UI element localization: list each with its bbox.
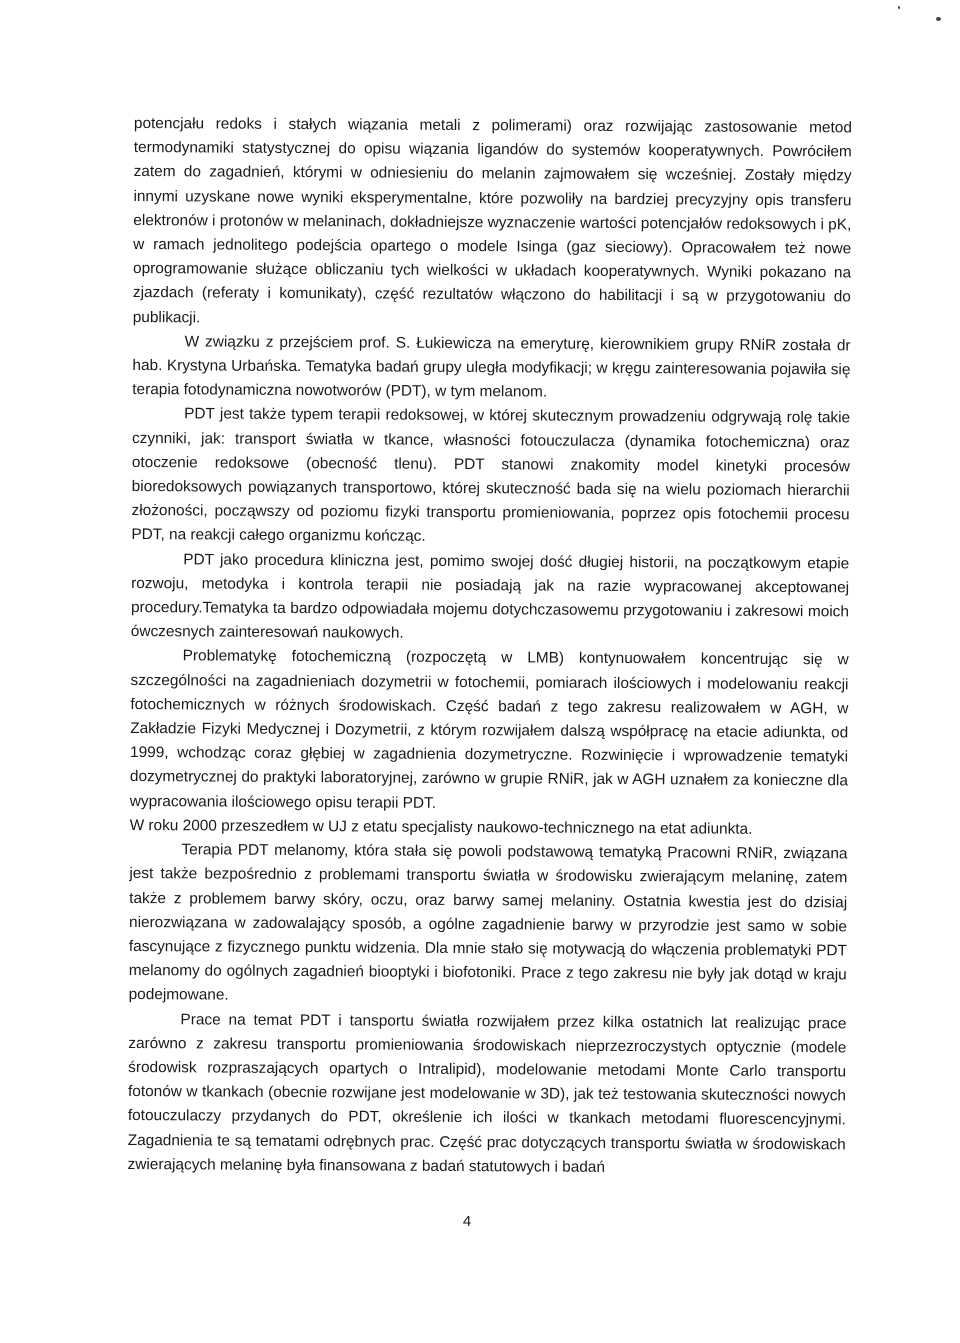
paragraph: PDT jako procedura kliniczna jest, pomimo swojej dość długiej historii, na początkowym etapie rozwoju, metodyka i kontrola terapii nie posiadają jak na razie wypracowanej akceptowanej procedury.Tematyka ta bardzo odpowiadała mojemu dotychczasowemu przygotowaniu i zakresowi moich ówczesnych zainteresowań naukowych.	[130, 550, 850, 642]
scan-speck	[936, 17, 941, 21]
body-text	[127, 112, 851, 1181]
paragraph: Prace na temat PDT i tansportu światła rozwijałem przez kilka ostatnich lat realizując prace zarówno z zakresu transportu promieniowania środowiskach nieprzezroczystych optycznie (modele środowisk rozpraszających opartych o Intralipid), modelowanie metodami Monte Carlo transportu fotonów w tkankach (obecnie rozwijane jest modelowanie w 3D), jak też testowania skuteczności nowych fotouczulaczy przydanych do PDT, określenie ich ilości w tkankach metodami fluorescencyjnymi. Zagadnienia te są tematami odrębnych prac. Część prac dotyczących transportu światła w środowiskach zwierających melaninę była finansowana z badań statutowych i badań	[127, 1010, 847, 1176]
paragraph: Problematykę fotochemiczną (rozpoczętą w LMB) kontynuowałem koncentrując się w szczególności na zagadnieniach dozymetrii w fotochemii, pomiarach ilościowych i modelowaniu reakcji fotochemicznych w różnych środowiskach. Część badań z tego zakresu realizowałem w AGH, w Zakładzie Fizyki Medycznej i Dozymetrii, z którym rozwijałem dalszą współpracę na etacie adiunkta, od 1999, wchodząc coraz głębiej w zagadnienia dozymetryczne. Rozwinięcie i wprowadzenie tematyki dozymetrycznej do praktyki laboratoryjnej, zarówno w grupie RNiR, jak w AGH uznałem za konieczne dla wypracowania ilościowego opisu terapii PDT.	[129, 647, 849, 812]
paragraph: W związku z przejściem prof. S. Łukiewicza na emeryturę, kierownikiem grupy RNiR została dr hab. Krystyna Urbańska. Tematyka badań grupy uległa modyfikacji; w kręgu zainteresowania pojawiła się terapia fotodynamiczna nowotworów (PDT), w tym melanom.	[132, 333, 851, 401]
page-number: 4	[462, 1213, 472, 1230]
paragraph: Terapia PDT melanomy, która stała się powoli podstawową tematyką Pracowni RNiR, związana jest także bezpośrednio z problemami transportu światła w środowisku zwierającym melaninę, zatem także z problemem barwy skóry, oczu, oraz barwy samej melaniny. Ostatnia kwestia jest do dzisiaj nierozwiązana w zadowalający sposób, a ogólne zagadnienie barwy w przyrodzie jest samo w sobie fascynujące z fizycznego punktu widzenia. Dla mnie stało się motywacją do włączenia problematyki PDT melanomy do ogólnych zagadnień biooptyki i biofotoniki. Prace z tego zakresu nie były jak dotąd w kraju podejmowane.	[128, 841, 848, 1004]
paragraph: W roku 2000 przeszedłem w UJ z etatu specjalisty naukowo-technicznego na etat adiunkta.	[129, 816, 753, 838]
paragraph: potencjału redoks i stałych wiązania metali z polimerami) oraz rozwijając zastosowanie metod termodynamiki statystycznej do opisu wiązania ligandów do systemów kooperatywnych. Powróciłem zatem do zagadnień, którymi w odniesieniu do melanin zajmowałem się wcześniej. Zostały między innymi uzyskane nowe wyniki eksperymentalne, które pozwoliły na bardziej precyzyjny opis transferu elektronów i protonów w melaninach, dokładniejsze wyznaczenie wartości potencjałów redoksowych i pK, w ramach jednolitego podejścia opartego o modele Isinga (gaz sieciowy). Opracowałem też nowe oprogramowanie służące obliczaniu tych wielkości w układach kooperatywnych. Wyniki pokazano na zjazdach (referaty i komunikaty), część rezultatów włączono do habilitacji i są w przygotowaniu do publikacji.	[132, 114, 852, 327]
paragraph: PDT jest także typem terapii redoksowej, w której skutecznym prowadzeniu odgrywają rolę takie czynniki, jak: transport światła w tkance, własności fotouczulacza (dynamika fotochemiczna) oraz otoczenie redoksowe (obecność tlenu). PDT stanowi znakomity model kinetyki procesów bioredoksowych powiązanych transportowo, której skuteczność bada się na wielu poziomach hierarchii złożoności, począwszy od poziomu fizyki transportu promieniowania, poprzez opis fotochemii procesu PDT, na reakcji całego organizmu kończąc.	[131, 405, 851, 546]
scan-speck	[898, 6, 900, 9]
